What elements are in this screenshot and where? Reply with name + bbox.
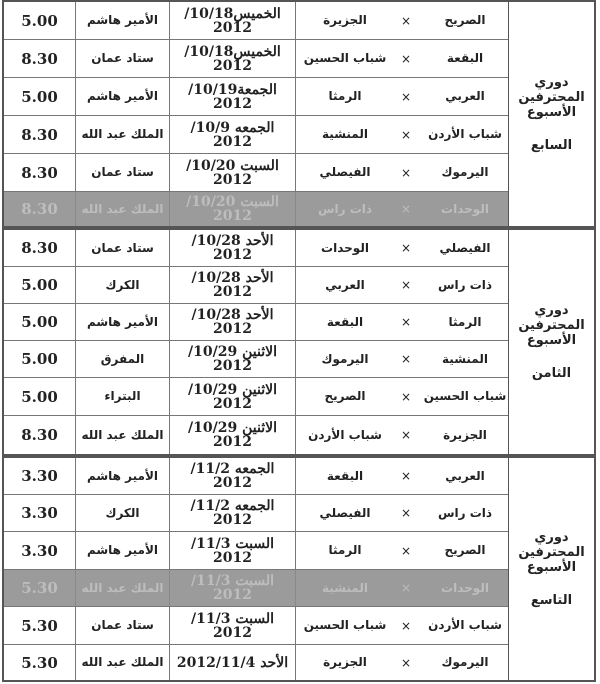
away-team: الرمثا	[328, 89, 362, 103]
home-team: الفيصلي	[439, 240, 491, 255]
match-venue: الأمير هاشم	[76, 2, 170, 39]
match-venue: الأمير هاشم	[76, 304, 170, 340]
league-label: دوري	[534, 530, 569, 545]
match-row	[4, 458, 508, 495]
away-team: شباب الحسين	[303, 51, 387, 65]
match-venue: ستاد عمان	[76, 40, 170, 77]
week-8-matches	[4, 230, 508, 454]
versus-mark: ×	[400, 581, 412, 595]
versus-mark: ×	[400, 352, 412, 366]
match-row	[4, 532, 508, 570]
week-number: السابع	[530, 138, 573, 153]
match-venue: ستاد عمان	[76, 230, 170, 266]
match-venue: الأمير هاشم	[76, 458, 170, 494]
home-team: الجزيرة	[443, 427, 487, 442]
match-date: الخميس10/18/ 2012	[170, 2, 296, 39]
match-time: 5.30	[4, 645, 76, 680]
away-team: الفيصلي	[319, 165, 371, 179]
match-venue: ستاد عمان	[76, 154, 170, 191]
match-row	[4, 378, 508, 416]
week-word: الأسبوع	[526, 560, 577, 575]
week-label	[508, 230, 594, 454]
match-venue: الملك عبد الله	[76, 116, 170, 153]
match-row	[4, 645, 508, 680]
match-row	[4, 495, 508, 532]
match-date: الجمعه 11/2/ 2012	[170, 495, 296, 531]
home-team: الوحدات	[441, 201, 489, 216]
match-row	[4, 267, 508, 304]
home-team: ذات راس	[437, 277, 493, 292]
home-team: اليرموك	[441, 165, 489, 179]
home-team: الوحدات	[441, 580, 489, 595]
match-row	[4, 341, 508, 378]
match-date: الجمعه 10/9/ 2012	[170, 116, 296, 153]
home-team: اليرموك	[441, 655, 489, 669]
versus-mark: ×	[400, 89, 412, 104]
versus-mark: ×	[400, 127, 412, 142]
match-row	[4, 40, 508, 78]
match-time: 5.00	[4, 341, 76, 377]
match-date: الخميس10/18/ 2012	[170, 40, 296, 77]
match-time: 5.00	[4, 267, 76, 303]
versus-mark: ×	[400, 618, 412, 633]
match-venue: الملك عبد الله	[76, 570, 170, 606]
week-block-8	[2, 228, 596, 456]
versus-mark: ×	[400, 51, 412, 66]
match-date: الأحد 10/28/ 2012	[170, 304, 296, 340]
match-time: 8.30	[4, 40, 76, 77]
match-row	[4, 416, 508, 454]
match-time: 5.00	[4, 78, 76, 115]
home-team: ذات راس	[437, 505, 493, 520]
league-label: المحترفين	[518, 318, 585, 333]
match-date: الاثنين 10/29/ 2012	[170, 378, 296, 415]
match-venue: الملك عبد الله	[76, 416, 170, 454]
match-date: السبت 10/20/ 2012	[170, 192, 296, 226]
home-team: المنشية	[442, 351, 488, 366]
away-team: ذات راس	[317, 201, 373, 216]
match-row	[4, 154, 508, 192]
week-label	[508, 458, 594, 680]
league-label: المحترفين	[518, 545, 585, 560]
home-team: الصريح	[444, 13, 486, 27]
versus-mark: ×	[400, 278, 412, 292]
match-time: 5.00	[4, 304, 76, 340]
match-date: الأحد 10/28/ 2012	[170, 230, 296, 266]
away-team: الجزيرة	[323, 13, 367, 27]
match-venue: الكرك	[76, 495, 170, 531]
versus-mark: ×	[400, 428, 412, 442]
home-team: شباب الحسين	[423, 389, 507, 403]
match-row	[4, 116, 508, 154]
versus-mark: ×	[400, 241, 412, 255]
match-date: الجمعة10/19/ 2012	[170, 78, 296, 115]
match-time: 3.30	[4, 495, 76, 531]
away-team: الجزيرة	[323, 655, 367, 669]
home-team: البقعة	[446, 51, 484, 65]
match-venue: الملك عبد الله	[76, 645, 170, 680]
week-word: الأسبوع	[526, 333, 577, 348]
match-row	[4, 78, 508, 116]
versus-mark: ×	[400, 543, 412, 558]
match-time: 3.30	[4, 458, 76, 494]
away-team: الرمثا	[328, 543, 362, 557]
match-date: الأحد 2012/11/4	[170, 645, 296, 680]
match-time: 8.30	[4, 116, 76, 153]
match-time: 8.30	[4, 230, 76, 266]
week-7-matches	[4, 2, 508, 226]
versus-mark: ×	[400, 202, 412, 216]
home-team: العربي	[445, 468, 485, 483]
match-time: 8.30	[4, 154, 76, 191]
match-venue: البتراء	[76, 378, 170, 415]
away-team: العربي	[325, 277, 365, 292]
home-team: الصريح	[444, 543, 486, 557]
versus-mark: ×	[400, 315, 412, 329]
match-date: الجمعه 11/2/ 2012	[170, 458, 296, 494]
match-date: الاثنين 10/29/ 2012	[170, 416, 296, 454]
away-team: الصريح	[324, 389, 366, 403]
week-number: الثامن	[531, 366, 572, 381]
match-venue: المفرق	[76, 341, 170, 377]
match-row-faded	[4, 570, 508, 607]
match-row	[4, 607, 508, 645]
match-date: السبت 10/20/ 2012	[170, 154, 296, 191]
match-row-faded	[4, 192, 508, 226]
match-date: الاثنين 10/29/ 2012	[170, 341, 296, 377]
away-team: شباب الحسين	[303, 618, 387, 632]
away-team: الفيصلي	[319, 505, 371, 520]
match-venue: الكرك	[76, 267, 170, 303]
week-word: الأسبوع	[526, 105, 577, 120]
home-team: العربي	[445, 89, 485, 103]
match-venue: ستاد عمان	[76, 607, 170, 644]
match-time: 5.00	[4, 2, 76, 39]
match-row	[4, 230, 508, 267]
week-number: التاسع	[530, 593, 573, 608]
away-team: البقعة	[326, 314, 364, 329]
match-date: السبت 11/3/ 2012	[170, 607, 296, 644]
match-time: 5.30	[4, 607, 76, 644]
week-block-9	[2, 456, 596, 682]
away-team: البقعة	[326, 468, 364, 483]
versus-mark: ×	[400, 389, 412, 404]
versus-mark: ×	[400, 655, 412, 670]
week-block-7	[2, 0, 596, 228]
versus-mark: ×	[400, 13, 412, 28]
home-team: شباب الأردن	[428, 618, 502, 632]
league-label: دوري	[534, 75, 569, 90]
away-team: الوحدات	[321, 240, 369, 255]
league-label: المحترفين	[518, 90, 585, 105]
match-row	[4, 304, 508, 341]
match-date: الأحد 10/28/ 2012	[170, 267, 296, 303]
away-team: شباب الأردن	[308, 427, 382, 442]
versus-mark: ×	[400, 165, 412, 180]
match-date: السبت 11/3/ 2012	[170, 570, 296, 606]
week-9-matches	[4, 458, 508, 680]
match-venue: الأمير هاشم	[76, 78, 170, 115]
match-row	[4, 2, 508, 40]
home-team: الرمثا	[448, 314, 482, 329]
match-date: السبت 11/3/ 2012	[170, 532, 296, 569]
away-team: اليرموك	[321, 351, 369, 366]
match-time: 8.30	[4, 416, 76, 454]
match-time: 5.30	[4, 570, 76, 606]
match-time: 8.30	[4, 192, 76, 226]
away-team: المنشية	[322, 127, 368, 141]
league-label: دوري	[534, 303, 569, 318]
match-time: 5.00	[4, 378, 76, 415]
versus-mark: ×	[400, 469, 412, 483]
match-venue: الأمير هاشم	[76, 532, 170, 569]
away-team: المنشية	[322, 580, 368, 595]
versus-mark: ×	[400, 506, 412, 520]
match-time: 3.30	[4, 532, 76, 569]
home-team: شباب الأردن	[428, 127, 502, 141]
week-label	[508, 2, 594, 226]
match-venue: الملك عبد الله	[76, 192, 170, 226]
